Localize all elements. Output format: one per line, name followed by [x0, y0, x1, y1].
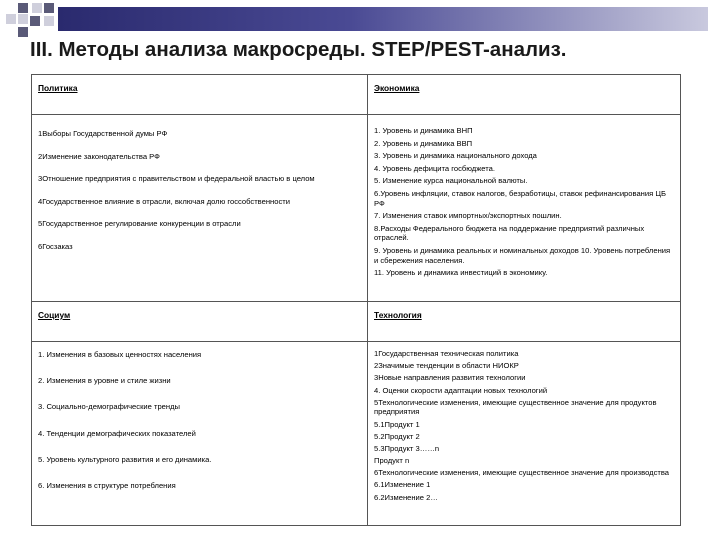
list-item: 6Технологические изменения, имеющие существенное значение для производства — [374, 468, 670, 478]
list-item: 6.Уровень инфляции, ставок налогов, безработицы, ставок рефинансирования ЦБ РФ — [374, 188, 666, 208]
list-item: 1. Изменения в базовых ценностях населения — [38, 350, 202, 359]
list-item: 5.3Продукт 3……n — [374, 443, 440, 453]
list-item: 3Отношение предприятия с правительством и федеральной властью в целом — [38, 174, 315, 184]
list-item: 6Госзаказ — [38, 241, 73, 251]
list-item: 6.2Изменение 2… — [374, 492, 438, 502]
list-item: 3. Социально-демографические тренды — [38, 402, 180, 412]
deco-square — [44, 16, 54, 26]
deco-square — [32, 3, 42, 13]
list-item: 6. Изменения в структуре потребления — [38, 480, 176, 490]
economy-list — [374, 115, 674, 278]
list-item: Продукт n — [374, 456, 410, 466]
technology-cell — [368, 342, 681, 526]
society-cell — [32, 342, 368, 526]
politics-list — [38, 115, 361, 252]
list-item: 5.2Продукт 2 — [374, 431, 420, 441]
list-item: 2Изменение законодательства РФ — [38, 151, 160, 161]
list-item: 2Значимые тенденции в области НИОКР — [374, 361, 519, 371]
list-item: 7. Изменения ставок импортных/экспортных пошлин. — [374, 211, 562, 221]
list-item: 1Государственная техническая политика — [374, 349, 519, 358]
society-header: Социум — [32, 302, 368, 342]
deco-square — [44, 3, 54, 13]
politics-header: Политика — [32, 75, 368, 115]
society-list — [38, 342, 361, 491]
pest-table — [31, 74, 681, 526]
list-item: 3. Уровень и динамика национального дохода — [374, 151, 537, 161]
deco-square — [18, 3, 28, 13]
list-item: 6.1Изменение 1 — [374, 480, 431, 490]
deco-square — [6, 14, 16, 24]
technology-header: Технология — [368, 302, 681, 342]
list-item: 11. Уровень и динамика инвестиций в экономику. — [374, 268, 548, 278]
deco-square — [18, 27, 28, 37]
list-item: 4Государственное влияние в отрасли, включая долю госсобственности — [38, 196, 290, 206]
list-item: 2. Изменения в уровне и стиле жизни — [38, 376, 171, 386]
list-item: 8.Расходы Федерального бюджета на поддержание предприятий различных отраслей. — [374, 223, 645, 243]
list-item: 9. Уровень и динамика реальных и номинальных доходов 10. Уровень потребления и сбережения населения. — [374, 245, 671, 265]
economy-cell — [368, 115, 681, 302]
list-item: 5. Уровень культурного развития и его динамика. — [38, 454, 212, 464]
politics-cell — [32, 115, 368, 302]
page-title: III. Методы анализа макросреды. STEP/PEST-анализ. — [30, 38, 567, 61]
list-item: 5Государственное регулирование конкуренции в отрасли — [38, 219, 241, 229]
list-item: 4. Тенденции демографических показателей — [38, 428, 196, 438]
list-item: 5.1Продукт 1 — [374, 419, 420, 429]
list-item: 1Выборы Государственной думы РФ — [38, 129, 168, 138]
list-item: 3Новые направления развития технологии — [374, 373, 526, 383]
list-item: 4. Оценки скорости адаптации новых технологий — [374, 385, 548, 395]
economy-header: Экономика — [368, 75, 681, 115]
list-item: 5Технологические изменения, имеющие существенное значение для продуктов предприятия — [374, 397, 657, 417]
technology-list — [374, 342, 674, 502]
deco-square — [18, 14, 28, 24]
list-item: 5. Изменение курса национальной валюты. — [374, 176, 528, 186]
list-item: 1. Уровень и динамика ВНП — [374, 126, 473, 135]
title-band — [58, 7, 708, 31]
deco-square — [30, 16, 40, 26]
list-item: 4. Уровень дефицита госбюджета. — [374, 163, 495, 173]
list-item: 2. Уровень и динамика ВВП — [374, 138, 473, 148]
